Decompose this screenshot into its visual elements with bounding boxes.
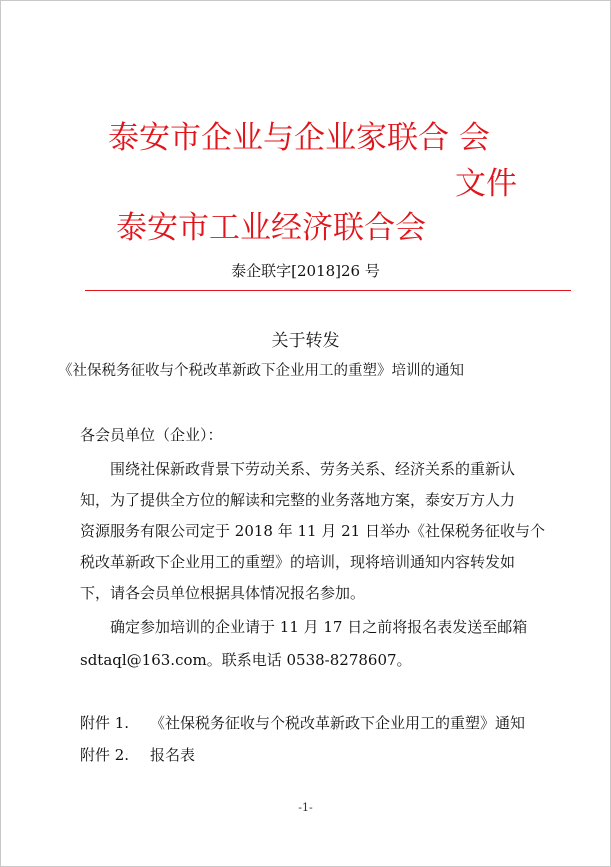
body-line: 下，请各会员单位根据具体情况报名参加。 <box>80 584 366 602</box>
issuer-line-1: 泰安市企业与企业家联合 会 <box>108 120 490 156</box>
document-number: 泰企联字[2018]26 号 <box>231 262 380 280</box>
body-line: 围绕社保新政背景下劳动关系、劳务关系、经济关系的重新认 <box>110 460 516 478</box>
body-line: 知，为了提供全方位的解读和完整的业务落地方案，泰安万方人力 <box>80 491 516 509</box>
attachment-title: 《社保税务征收与个税改革新政下企业用工的重塑》通知 <box>150 714 526 732</box>
contact-line: sdtaql@163.com。联系电话 0538-8278607。 <box>80 651 412 669</box>
issuer-line-2: 泰安市工业经济联合会 <box>116 210 426 246</box>
attachment-label: 附件 2. <box>80 746 130 764</box>
red-divider <box>85 290 571 291</box>
title-line-2: 《社保税务征收与个税改革新政下企业用工的重塑》培训的通知 <box>58 363 464 379</box>
attachment-item <box>80 744 195 765</box>
attachment-item <box>80 712 525 733</box>
attachment-title: 报名表 <box>150 746 196 764</box>
salutation: 各会员单位（企业）： <box>80 426 223 444</box>
body-line: 税改革新政下企业用工的重塑》的培训，现将培训通知内容转发如 <box>80 553 516 571</box>
body-line: 资源服务有限公司定于 2018 年 11 月 21 日举办《社保税务征收与个 <box>80 522 545 540</box>
document-label: 文件 <box>455 166 517 202</box>
attachment-label: 附件 1. <box>80 714 130 732</box>
body-line: 确定参加培训的企业请于 11 月 17 日之前将报名表发送至邮箱 <box>110 618 528 636</box>
title-line-1: 关于转发 <box>271 331 340 351</box>
page-number: -1- <box>298 801 313 814</box>
